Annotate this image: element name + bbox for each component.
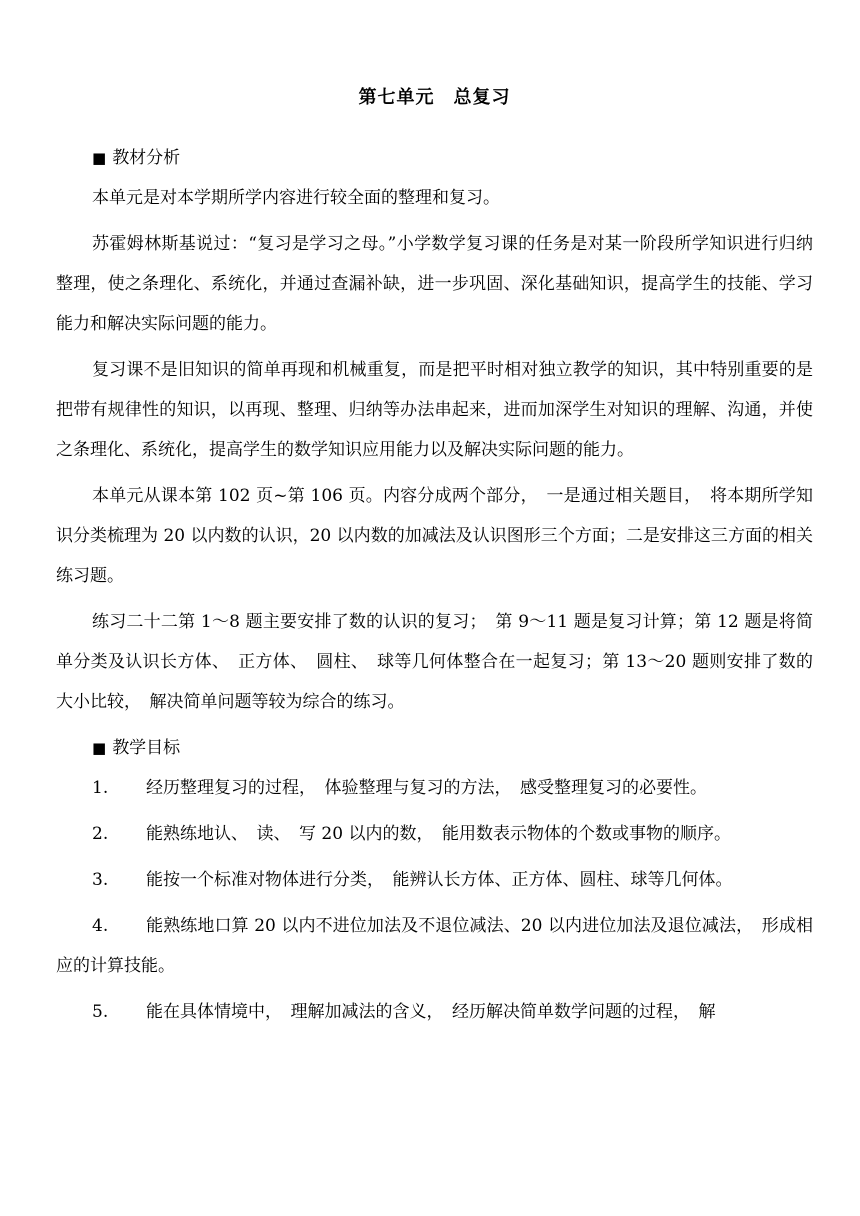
goal-item [56, 768, 813, 808]
goal-number: 2. [92, 824, 109, 844]
document-content [56, 78, 813, 1038]
paragraph: 本单元是对本学期所学内容进行较全面的整理和复习。 [92, 188, 500, 208]
section-heading-analysis [56, 138, 813, 178]
page-title: 第七单元 总复习 [358, 87, 511, 108]
goal-number: 1. [92, 778, 109, 798]
paragraph: 苏霍姆林斯基说过：“复习是学习之母。”小学数学复习课的任务是对某一阶段所学知识进行归纳整理，使之条理化、系统化，并通过查漏补缺，进一步巩固、深化基础知识，提高学生的技能、学习能力和解决实际问题的能力。 [56, 234, 813, 334]
square-bullet-icon: ■ [92, 149, 107, 167]
section-heading-goals [56, 728, 813, 768]
section-heading-label: 教学目标 [112, 738, 181, 758]
goal-text: 能熟练地口算 20 以内不进位加法及不退位减法、20 以内进位加法及退位减法， 形成相应的计算技能。 [56, 916, 813, 976]
goal-item [56, 906, 813, 986]
paragraph: 本单元从课本第 102 页~第 106 页。内容分成两个部分， 一是通过相关题目， 将本期所学知识分类梳理为 20 以内数的认识，20 以内数的加减法及认识图形三个方面；二是安排这三方面的相关练习题。 [56, 486, 813, 586]
goal-text: 能按一个标准对物体进行分类， 能辨认长方体、正方体、圆柱、球等几何体。 [146, 870, 733, 890]
goal-text: 能熟练地认、 读、 写 20 以内的数， 能用数表示物体的个数或事物的顺序。 [146, 824, 731, 844]
goal-number: 4. [92, 916, 109, 936]
paragraph: 练习二十二第 1～8 题主要安排了数的认识的复习； 第 9～11 题是复习计算；第 12 题是将简单分类及认识长方体、 正方体、 圆柱、 球等几何体整合在一起复习；第 13～20 题则安排了数的大小比较， 解决简单问题等较为综合的练习。 [56, 612, 813, 712]
goal-item [56, 860, 813, 900]
goal-text: 能在具体情境中， 理解加减法的含义， 经历解决简单数学问题的过程， 解 [146, 1002, 716, 1022]
goal-item [56, 814, 813, 854]
section-heading-label: 教材分析 [112, 148, 181, 168]
goal-text: 经历整理复习的过程， 体验整理与复习的方法， 感受整理复习的必要性。 [146, 778, 707, 798]
goal-number: 5. [92, 1002, 109, 1022]
paragraph: 复习课不是旧知识的简单再现和机械重复，而是把平时相对独立教学的知识，其中特别重要的是把带有规律性的知识，以再现、整理、归纳等办法串起来，进而加深学生对知识的理解、沟通，并使之条理化、系统化，提高学生的数学知识应用能力以及解决实际问题的能力。 [56, 360, 813, 460]
goal-item [56, 992, 813, 1032]
goal-number: 3. [92, 870, 109, 890]
square-bullet-icon: ■ [92, 739, 107, 757]
